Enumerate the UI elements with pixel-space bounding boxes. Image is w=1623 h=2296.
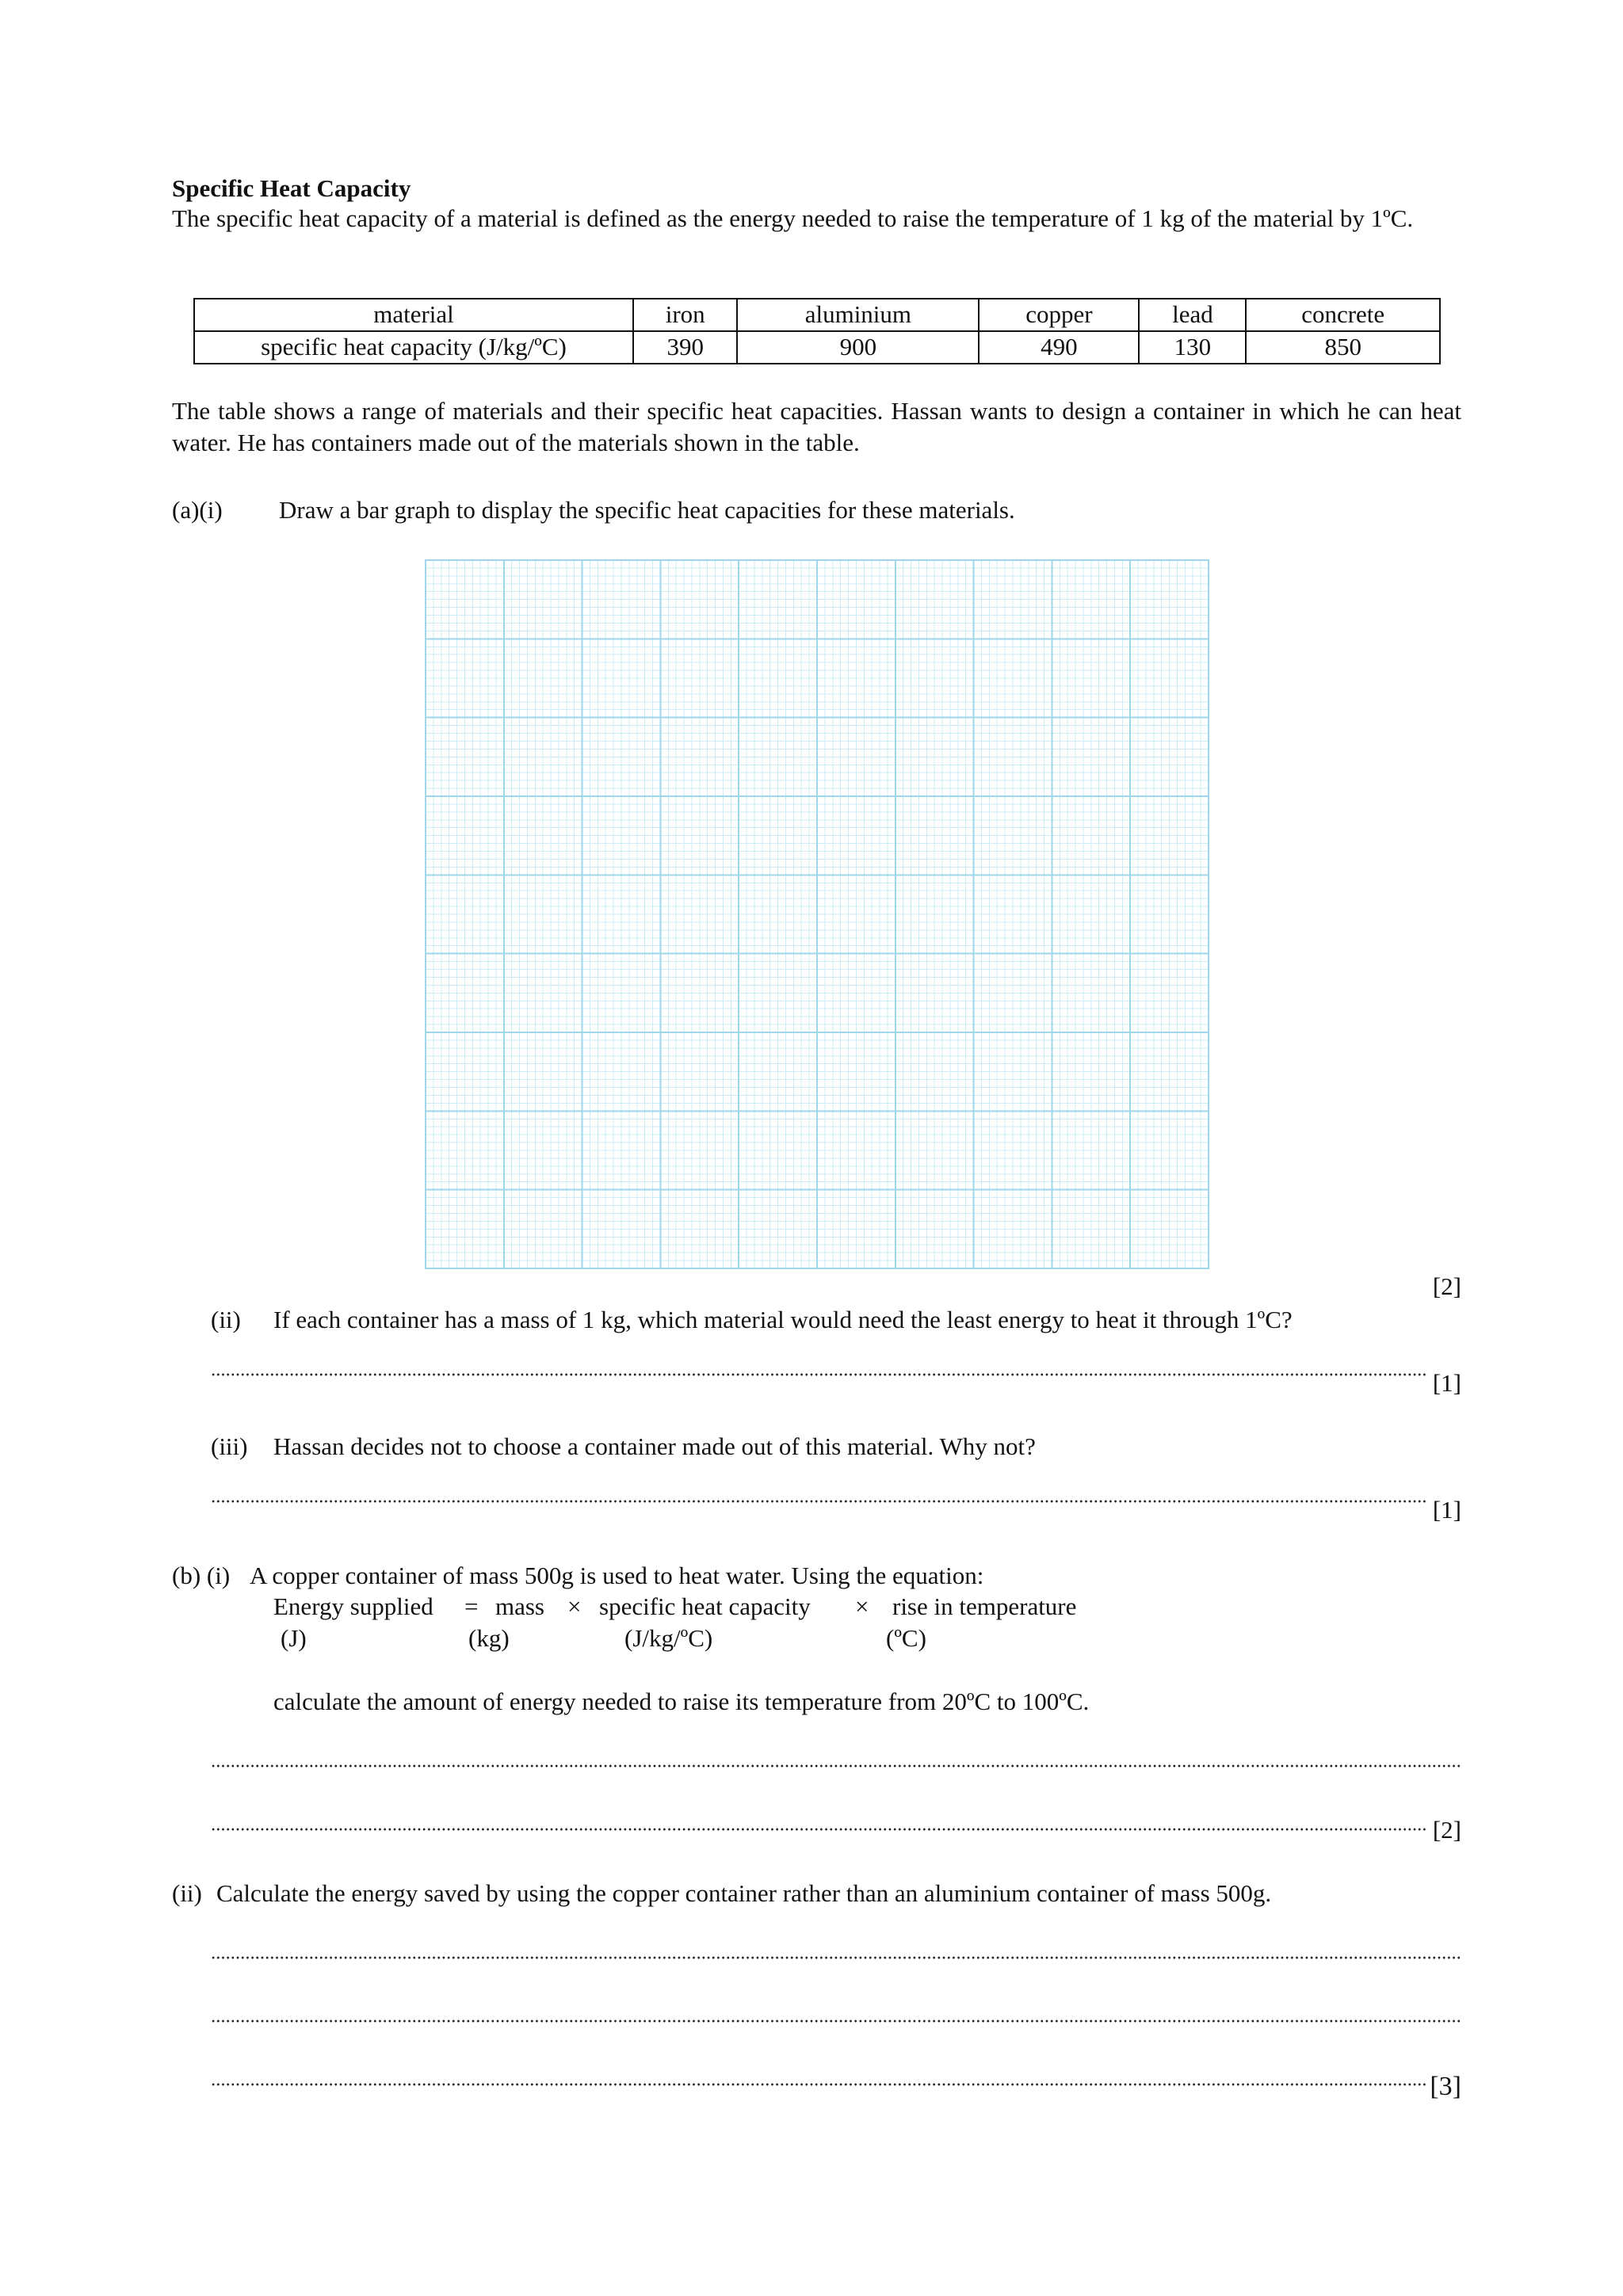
specific-heat-table [193, 298, 1441, 364]
unit-shc: (J/kg/ºC) [624, 1624, 713, 1652]
row-label-shc: specific heat capacity (J/kg/ºC) [194, 331, 633, 364]
answer-line[interactable] [211, 1955, 1461, 1974]
table-cell: 390 [633, 331, 737, 364]
question-b-i-label: (b) (i) [172, 1562, 231, 1589]
question-a-iii-text: Hassan decides not to choose a container made out of this material. Why not? [273, 1432, 1036, 1460]
equation-times: × [855, 1592, 869, 1620]
equation-mass: mass [495, 1592, 544, 1620]
question-a-iii-label: (iii) [211, 1432, 248, 1460]
table-cell: copper [979, 299, 1139, 331]
equation-equals: = [464, 1592, 479, 1620]
question-a-ii-text: If each container has a mass of 1 kg, which material would need the least energy to heat it through 1ºC? [273, 1306, 1293, 1333]
table-row [194, 331, 1440, 364]
answer-line[interactable] [211, 2019, 1461, 2038]
answer-line[interactable] [211, 1764, 1461, 1783]
equation-rise: rise in temperature [892, 1592, 1077, 1620]
question-b-i-instruction: calculate the amount of energy needed to raise its temperature from 20ºC to 100ºC. [273, 1688, 1090, 1715]
question-b-ii-text: Calculate the energy saved by using the copper container rather than an aluminium container of mass 500g. [216, 1879, 1272, 1907]
graph-paper[interactable] [425, 559, 1209, 1269]
marks-a-iii: [1] [1432, 1496, 1461, 1524]
answer-line[interactable] [211, 1827, 1428, 1846]
question-a-ii-label: (ii) [211, 1306, 241, 1333]
answer-line[interactable] [211, 1372, 1428, 1391]
graph-grid [426, 560, 1209, 1268]
question-b-i-text: A copper container of mass 500g is used to heat water. Using the equation: [250, 1562, 984, 1589]
answer-line[interactable] [211, 1499, 1428, 1518]
section-heading: Specific Heat Capacity [172, 174, 411, 202]
marks-a-ii: [1] [1432, 1369, 1461, 1397]
table-cell: aluminium [737, 299, 979, 331]
question-a-i-label: (a)(i) [172, 496, 223, 524]
marks-b-ii: [3] [1430, 2072, 1461, 2101]
table-cell: concrete [1246, 299, 1440, 331]
unit-celsius: (ºC) [886, 1624, 926, 1652]
table-cell: 850 [1246, 331, 1440, 364]
table-cell: 130 [1139, 331, 1246, 364]
table-cell: 490 [979, 331, 1139, 364]
equation-times: × [567, 1592, 582, 1620]
unit-joules: (J) [281, 1624, 307, 1652]
table-cell: lead [1139, 299, 1246, 331]
context-paragraph: The table shows a range of materials and their specific heat capacities. Hassan wants to design a container in which he can heat water. He has containers made out of the materials shown in the table. [172, 397, 1461, 457]
unit-kg: (kg) [468, 1624, 510, 1652]
row-label-material: material [194, 299, 633, 331]
question-b-ii-label: (ii) [172, 1879, 202, 1907]
answer-line[interactable] [211, 2082, 1428, 2101]
table-cell: 900 [737, 331, 979, 364]
table-row [194, 299, 1440, 331]
equation-shc: specific heat capacity [599, 1592, 811, 1620]
intro-paragraph: The specific heat capacity of a material is defined as the energy needed to raise the temperature of 1 kg of the material by 1ºC. [172, 204, 1414, 232]
marks-a-i: [2] [1432, 1272, 1461, 1300]
marks-b-i: [2] [1432, 1816, 1461, 1844]
table-cell: iron [633, 299, 737, 331]
question-a-i-text: Draw a bar graph to display the specific heat capacities for these materials. [279, 496, 1015, 524]
equation-energy: Energy supplied [273, 1592, 433, 1620]
